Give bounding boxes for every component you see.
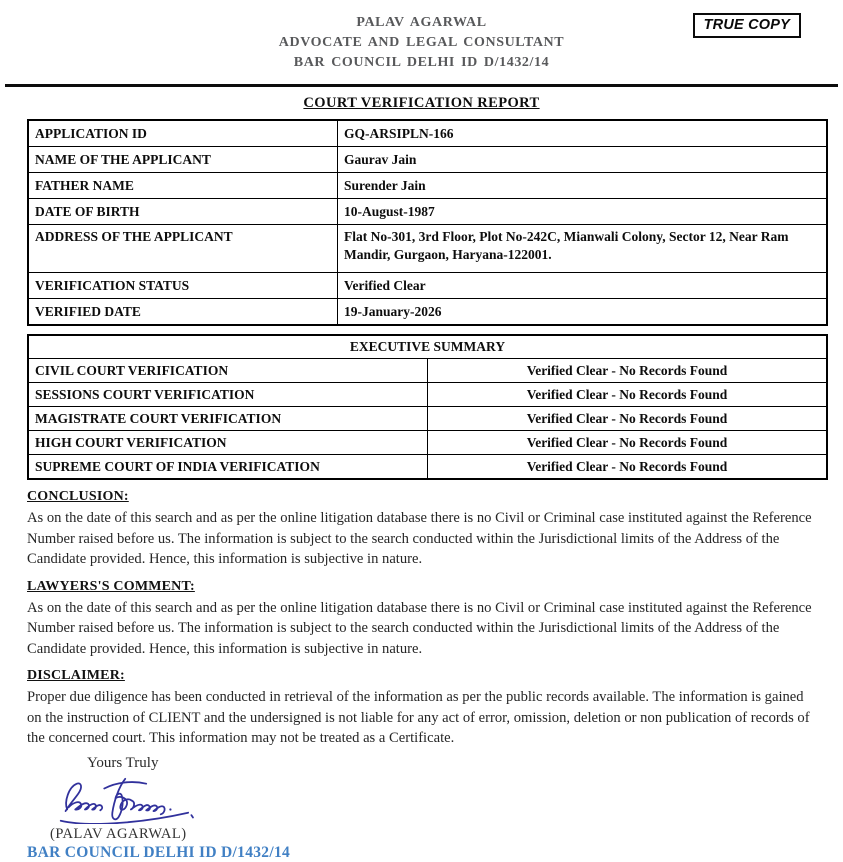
- court-label: SESSIONS COURT VERIFICATION: [28, 383, 428, 407]
- signatory-bar-id: BAR COUNCIL DELHI ID D/1432/14: [27, 843, 291, 861]
- court-label: HIGH COURT VERIFICATION: [28, 431, 428, 455]
- conclusion-section: [27, 488, 816, 570]
- executive-summary-table: [27, 334, 828, 480]
- field-label: VERIFICATION STATUS: [28, 273, 338, 299]
- table-row: [28, 431, 827, 455]
- section-body: As on the date of this search and as per the online litigation database there is no Civil or Criminal case instituted against the Reference Number raised before us. The information is subject to the search conducted within the Jurisdictional limits of the Address of the Candidate provided. Hence, this information is subjective in nature.: [27, 599, 812, 657]
- executive-summary-title: EXECUTIVE SUMMARY: [28, 335, 827, 359]
- table-header-row: [28, 335, 827, 359]
- field-label: FATHER NAME: [28, 173, 338, 199]
- table-row: [28, 455, 827, 480]
- true-copy-label: TRUE COPY: [703, 17, 790, 33]
- court-result: Verified Clear - No Records Found: [428, 455, 828, 480]
- section-body: Proper due diligence has been conducted in retrieval of the information as per the public records available. The information is gained on the instruction of CLIENT and the undersigned is not liable for any act of error, omission, deletion or non publication of records of the concerned court. This information may not be treated as a Certificate.: [27, 689, 810, 746]
- field-label: DATE OF BIRTH: [28, 199, 338, 225]
- section-heading: CONCLUSION:: [27, 489, 129, 504]
- advocate-name: PALAV AGARWAL: [356, 15, 487, 30]
- field-label: NAME OF THE APPLICANT: [28, 147, 338, 173]
- true-copy-stamp: [693, 13, 801, 38]
- advocate-role: ADVOCATE AND LEGAL CONSULTANT: [278, 35, 565, 50]
- field-value: Flat No-301, 3rd Floor, Plot No-242C, Mianwali Colony, Sector 12, Near Ram Mandir, Gurgaon, Haryana-122001.: [338, 225, 828, 273]
- field-value: 19-January-2026: [338, 299, 828, 326]
- field-value: Surender Jain: [338, 173, 828, 199]
- court-result: Verified Clear - No Records Found: [428, 407, 828, 431]
- closing-salutation: Yours Truly: [87, 754, 159, 771]
- field-label: VERIFIED DATE: [28, 299, 338, 326]
- advocate-bar-id: BAR COUNCIL DELHI ID D/1432/14: [293, 55, 550, 70]
- field-value: Gaurav Jain: [338, 147, 828, 173]
- section-body: As on the date of this search and as per the online litigation database there is no Civil or Criminal case instituted against the Reference Number raised before us. The information is subject to the search conducted within the Jurisdictional limits of the Address of the Candidate provided. Hence, this information is subjective in nature.: [27, 510, 812, 567]
- document-title: COURT VERIFICATION REPORT: [303, 95, 540, 111]
- signatory-name: (PALAV AGARWAL): [50, 825, 187, 842]
- table-row: [28, 173, 827, 199]
- table-row: [28, 147, 827, 173]
- applicant-details-table: [27, 119, 828, 326]
- court-result: Verified Clear - No Records Found: [428, 383, 828, 407]
- header-divider: [5, 84, 838, 87]
- table-row: [28, 273, 827, 299]
- table-row: [28, 225, 827, 273]
- field-label: ADDRESS OF THE APPLICANT: [28, 225, 338, 273]
- disclaimer-section: [27, 667, 816, 749]
- signature-image: [40, 774, 843, 824]
- court-label: SUPREME COURT OF INDIA VERIFICATION: [28, 455, 428, 480]
- table-row: [28, 199, 827, 225]
- section-heading: LAWYERS'S COMMENT:: [27, 578, 195, 594]
- court-label: MAGISTRATE COURT VERIFICATION: [28, 407, 428, 431]
- table-row: [28, 383, 827, 407]
- lawyers-comment-section: [27, 578, 816, 660]
- field-value: Verified Clear: [338, 273, 828, 299]
- table-row: [28, 120, 827, 147]
- field-value: GQ-ARSIPLN-166: [338, 120, 828, 147]
- court-result: Verified Clear - No Records Found: [428, 359, 828, 383]
- section-heading: DISCLAIMER:: [27, 668, 125, 683]
- court-result: Verified Clear - No Records Found: [428, 431, 828, 455]
- table-row: [28, 359, 827, 383]
- field-value: 10-August-1987: [338, 199, 828, 225]
- court-label: CIVIL COURT VERIFICATION: [28, 359, 428, 383]
- table-row: [28, 407, 827, 431]
- table-row: [28, 299, 827, 326]
- field-label: APPLICATION ID: [28, 120, 338, 147]
